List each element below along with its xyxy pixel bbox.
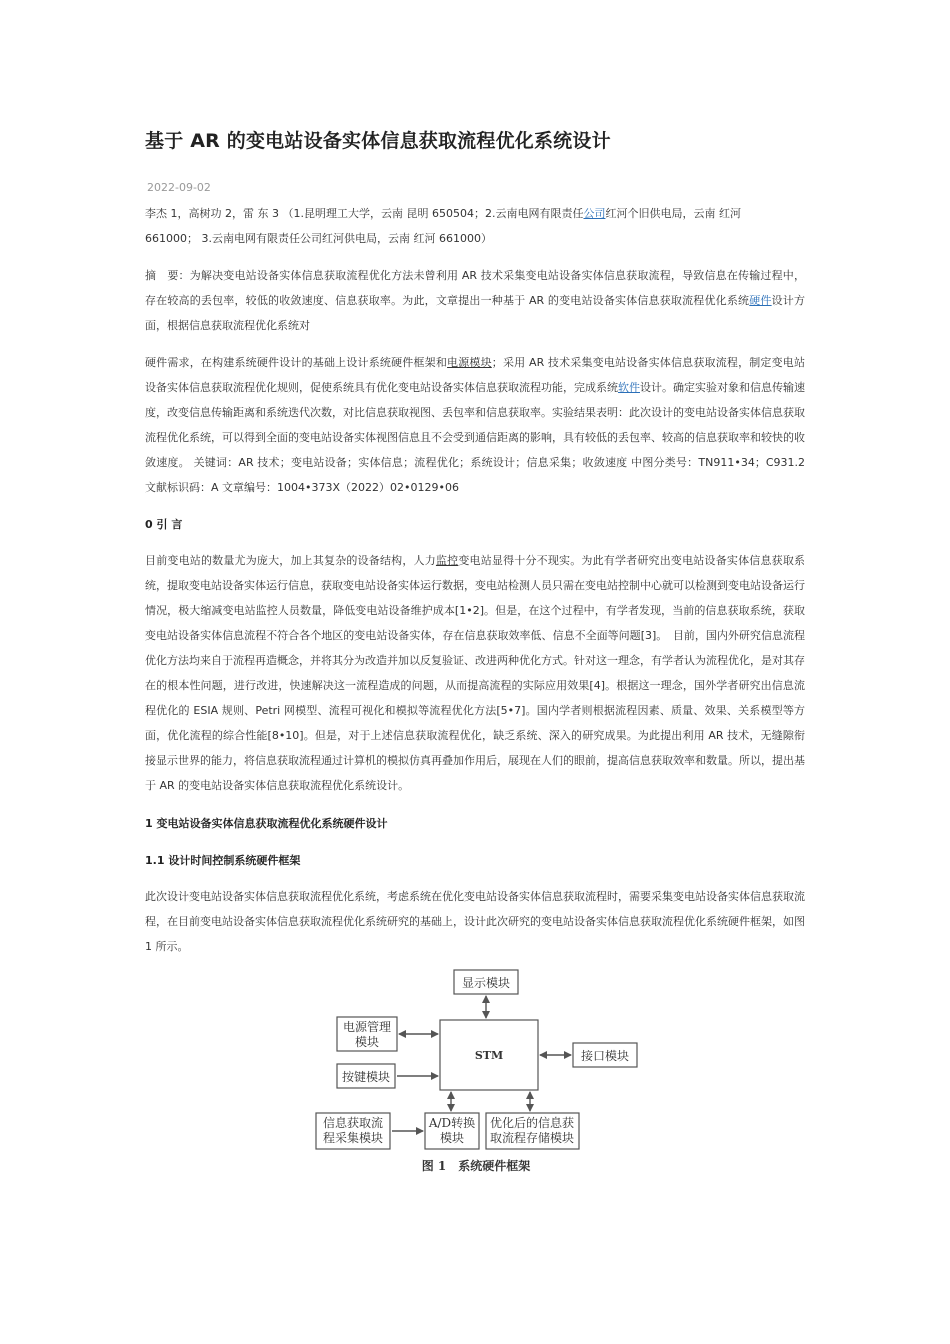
interface-module-label: 接口模块 [580, 1049, 630, 1063]
figure-1-hardware-framework [312, 966, 640, 1184]
section-1-1-heading: 1.1 设计时间控制系统硬件框架 [145, 854, 301, 867]
abstract-text-1: 摘 要：为解决变电站设备实体信息获取流程优化方法未曾利用 AR 技术采集变电站设备实体信息获取流程，导致信息在传输过程中，存在较高的丢包率，较低的收敛速度、信息获取率。为此，文章提出一种基于 AR 的变电站设备实体信息获取流程优化系统 [145, 269, 805, 307]
storage-module-label-1: 优化后的信息获 [489, 1116, 575, 1130]
adc-module-label-2: 模块 [439, 1131, 465, 1145]
power-module-label-1: 电源管理 [342, 1020, 392, 1034]
abstract2-text-1: 硬件需求，在构建系统硬件设计的基础上设计系统硬件框架和 [145, 356, 448, 369]
display-module-label: 显示模块 [461, 976, 511, 990]
author-info [145, 201, 805, 251]
hardware-link[interactable]: 硬件 [749, 294, 772, 307]
keys-module-label: 按键模块 [341, 1070, 391, 1084]
article-title: 基于 AR 的变电站设备实体信息获取流程优化系统设计 [145, 130, 611, 152]
acquisition-module-label-2: 程采集模块 [322, 1131, 384, 1145]
monitoring-link[interactable]: 监控 [435, 554, 459, 567]
authors-text-line2: 661000； 3.云南电网有限责任公司红河供电局，云南 红河 661000） [145, 232, 492, 245]
abstract-continued-paragraph [145, 350, 820, 500]
power-module-link[interactable]: 电源模块 [447, 356, 492, 369]
section-0-heading: 0 引 言 [145, 518, 183, 531]
publish-date: 2022-09-02 [147, 181, 211, 194]
adc-module-label-1: A/D转换 [428, 1116, 476, 1130]
authors-text-a: 李杰 1，高树功 2，雷 东 3 （1.昆明理工大学，云南 昆明 650504；2.云南电网有限责任 [145, 207, 584, 220]
authors-text-b: 红河个旧供电局，云南 红河 [605, 207, 741, 220]
storage-module-label-2: 取流程存储模块 [489, 1131, 575, 1145]
section-1-heading: 1 变电站设备实体信息获取流程优化系统硬件设计 [145, 817, 388, 830]
abstract-paragraph [145, 263, 805, 338]
acquisition-module-label-1: 信息获取流 [322, 1116, 384, 1130]
stm-label: STM [474, 1049, 504, 1062]
intro-text-1: 目前变电站的数量尤为庞大，加上其复杂的设备结构，人力 [145, 554, 436, 567]
intro-text-2: 变电站显得十分不现实。为此有学者研究出变电站设备实体信息获取系统，提取变电站设备实体运行信息，获取变电站设备实体运行数据，变电站检测人员只需在变电站控制中心就可以检测到变电站设备运行情况，极大缩减变电站监控人员数量，降低变电站设备维护成本[1•2]。但是，在这个过程中，有学者发现，当前的信息获取系统，获取变电站设备实体信息流程不符合各个地区的变电站设备实体，存在信息获取效率低、信息不全面等问题[3]。 目前，国内外研究信息流程优化方法均来自于流程再造概念，并将其分为改造并加以反复验证、改进两种优化方式。针对这一理念，有学者认为流程优化，是对其存在的根本性问题，进行改进，快速解决这一流程造成的问题，从而提高流程的实际应用效果[4]。根据这一理念，国外学者研究出信息流程优化的 ESIA 规则、Petri 网模型、流程可视化和模拟等流程优化方法[5•7]。国内学者则根据流程因素、质量、效果、关系模型等方面，优化流程的综合性能[8•10]。但是，对于上述信息获取流程优化，缺乏系统、深入的研究成果。为此提出利用 AR 技术，无缝隙衔接显示世界的能力，将信息获取流程通过计算机的模拟仿真再叠加作用后，展现在人们的眼前，提高信息获取效率和数量。所以，提出基于 AR 的变电站设备实体信息获取流程优化系统设计。 [145, 554, 806, 792]
abstract-text-2: 设计方面，根据信息获取流程优化系统对 [145, 294, 805, 332]
introduction-paragraph [145, 548, 805, 798]
authors-company-link[interactable]: 公司 [583, 207, 606, 220]
power-module-label-2: 模块 [354, 1035, 380, 1049]
abstract2-text-3: 设计。确定实验对象和信息传输速度，改变信息传输距离和系统迭代次数，对比信息获取视图、丢包率和信息获取率。实验结果表明：此次设计的变电站设备实体信息获取流程优化系统，可以得到全面的变电站设备实体视图信息且不会受到通信距离的影响，具有较低的丢包率、较高的信息获取率和较快的收敛速度。 关键词：AR 技术；变电站设备；实体信息；流程优化；系统设计；信息采集；收敛速度 中图分类号：TN911•34；C931.2 文献标识码：A 文章编号：1004•373X（2022）02•0129•06 [145, 381, 820, 494]
section-1-1-paragraph: 此次设计变电站设备实体信息获取流程优化系统，考虑系统在优化变电站设备实体信息获取流程时，需要采集变电站设备实体信息获取流程，在目前变电站设备实体信息获取流程优化系统研究的基础上，设计此次研究的变电站设备实体信息获取流程优化系统硬件框架，如图 1 所示。 [145, 890, 805, 953]
abstract2-text-2: ；采用 AR 技术采集变电站设备实体信息获取流程，制定变电站设备实体信息获取流程优化规则，促使系统具有优化变电站设备实体信息获取流程功能，完成系统 [145, 356, 805, 394]
figure-caption: 图 1 系统硬件框架 [421, 1159, 531, 1173]
software-link[interactable]: 软件 [618, 381, 640, 394]
figure-diagram [312, 966, 640, 1184]
